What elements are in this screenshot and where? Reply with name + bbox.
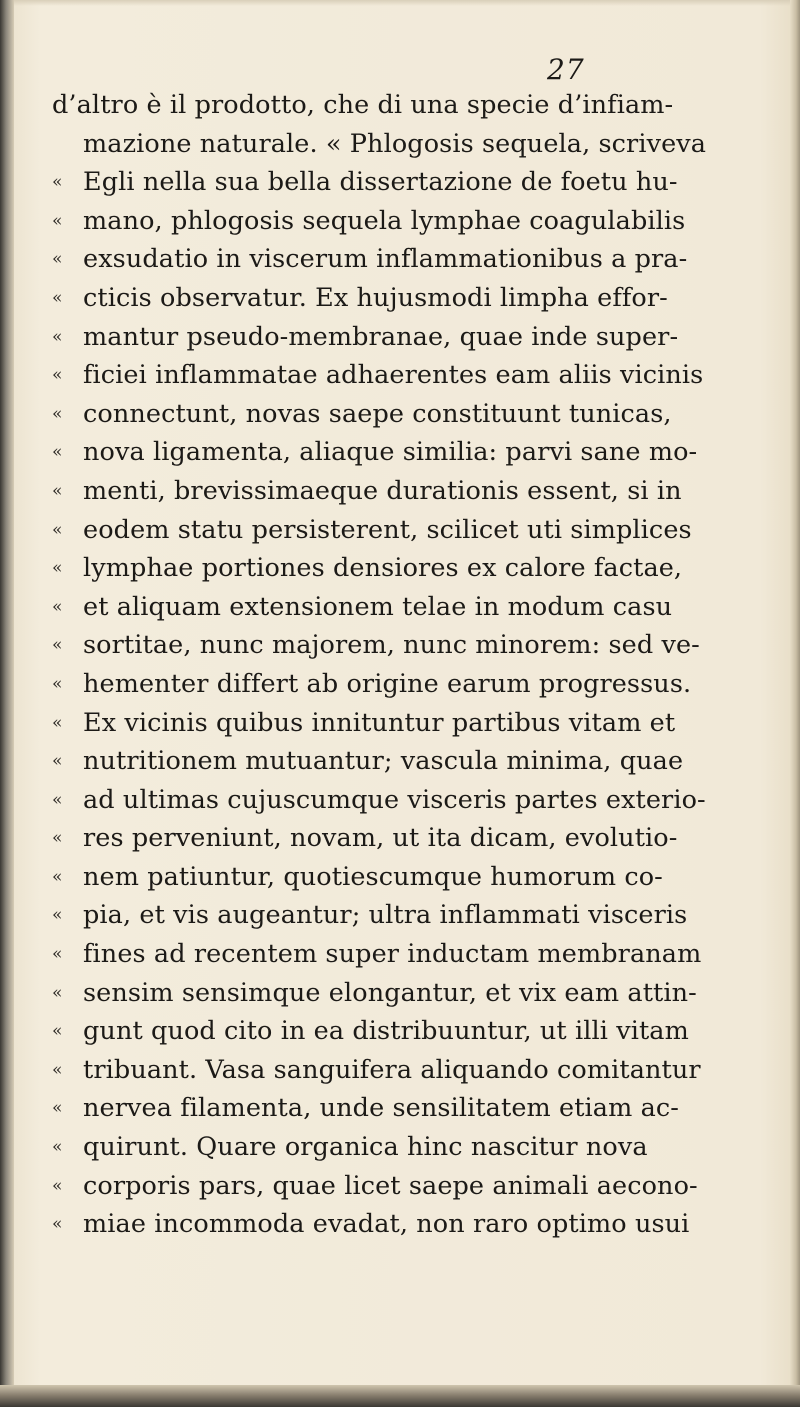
- quotation-mark: «: [52, 944, 63, 965]
- line-text: menti, brevissimaeque durationis essent, si in: [83, 475, 682, 506]
- text-line: [52, 742, 768, 781]
- text-line: [52, 665, 768, 704]
- text-line: [52, 1128, 768, 1167]
- quotation-mark: «: [52, 326, 63, 347]
- line-text: sensim sensimque elongantur, et vix eam attin-: [83, 977, 697, 1008]
- text-line: [52, 202, 768, 241]
- text-line: [52, 1012, 768, 1051]
- line-text: mazione naturale. « Phlogosis sequela, scriveva: [83, 128, 707, 159]
- line-text: d’altro è il prodotto, che di una specie d’infiam-: [52, 90, 674, 120]
- quotation-mark: «: [52, 172, 63, 193]
- quotation-mark: «: [52, 1098, 63, 1119]
- text-line: [52, 318, 768, 357]
- text-line: [52, 511, 768, 550]
- line-text: quirunt. Quare organica hinc nascitur nova: [83, 1132, 648, 1163]
- text-line: [52, 1167, 768, 1206]
- line-text: nutritionem mutuantur; vascula minima, quae: [83, 746, 684, 777]
- quotation-mark: «: [52, 828, 63, 849]
- line-text: eodem statu persisterent, scilicet uti simplices: [83, 514, 692, 545]
- page-bottom-edge: [0, 1385, 800, 1407]
- line-text: nervea filamenta, unde sensilitatem etiam ac-: [83, 1093, 679, 1124]
- text-line: [52, 1051, 768, 1090]
- page-gutter-shadow: [0, 0, 14, 1407]
- line-text: corporis pars, quae licet saepe animali aecono-: [83, 1170, 698, 1201]
- text-line: [52, 433, 768, 472]
- text-line: [52, 626, 768, 665]
- page-right-edge: [790, 0, 800, 1407]
- line-text: res perveniunt, novam, ut ita dicam, evolutio-: [83, 823, 678, 854]
- quotation-mark: «: [52, 712, 63, 733]
- quotation-mark: «: [52, 982, 63, 1003]
- line-text: lymphae portiones densiores ex calore factae,: [83, 553, 683, 584]
- text-line: [52, 781, 768, 820]
- quotation-mark: «: [52, 866, 63, 887]
- text-line: [52, 896, 768, 935]
- quotation-mark: «: [52, 442, 63, 463]
- line-text: ad ultimas cujuscumque visceris partes exterio-: [83, 784, 706, 815]
- line-text: Ex vicinis quibus innituntur partibus vitam et: [83, 707, 676, 738]
- line-text: mantur pseudo-membranae, quae inde super-: [83, 321, 679, 352]
- page-top-edge: [0, 0, 800, 6]
- text-line: [52, 549, 768, 588]
- text-line: [52, 356, 768, 395]
- quotation-mark: «: [52, 789, 63, 810]
- line-text: gunt quod cito in ea distribuuntur, ut illi vitam: [83, 1016, 689, 1047]
- line-text: hementer differt ab origine earum progressus.: [83, 668, 692, 699]
- text-line: [52, 935, 768, 974]
- text-line: [52, 588, 768, 627]
- quotation-mark: «: [52, 249, 63, 270]
- text-line: [52, 86, 768, 125]
- text-line: [52, 819, 768, 858]
- quotation-mark: «: [52, 1175, 63, 1196]
- text-line: [52, 974, 768, 1013]
- quotation-mark: «: [52, 905, 63, 926]
- quotation-mark: «: [52, 1059, 63, 1080]
- line-text: connectunt, novas saepe constituunt tunicas,: [83, 398, 672, 429]
- quotation-mark: «: [52, 403, 63, 424]
- text-line: [52, 858, 768, 897]
- text-line: [52, 472, 768, 511]
- line-text: pia, et vis augeantur; ultra inflammati visceris: [83, 900, 688, 931]
- page-number: 27: [547, 53, 585, 86]
- text-line: [52, 1089, 768, 1128]
- line-text: tribuant. Vasa sanguifera aliquando comitantur: [83, 1054, 701, 1085]
- body-text: [52, 86, 768, 1244]
- quotation-mark: «: [52, 558, 63, 579]
- line-text: nova ligamenta, aliaque similia: parvi sane mo-: [83, 437, 698, 468]
- quotation-mark: «: [52, 1214, 63, 1235]
- text-line: [52, 395, 768, 434]
- quotation-mark: «: [52, 1021, 63, 1042]
- quotation-mark: «: [52, 596, 63, 617]
- line-text: mano, phlogosis sequela lymphae coagulabilis: [83, 205, 686, 236]
- quotation-mark: «: [52, 751, 63, 772]
- text-line: [52, 704, 768, 743]
- line-text: et aliquam extensionem telae in modum casu: [83, 591, 673, 622]
- quotation-mark: «: [52, 210, 63, 231]
- quotation-mark: «: [52, 365, 63, 386]
- line-text: fines ad recentem super inductam membranam: [83, 939, 702, 970]
- line-text: sortitae, nunc majorem, nunc minorem: sed ve-: [83, 630, 700, 661]
- line-text: Egli nella sua bella dissertazione de foetu hu-: [83, 167, 678, 198]
- text-line: [52, 1205, 768, 1244]
- quotation-mark: «: [52, 480, 63, 501]
- quotation-mark: «: [52, 635, 63, 656]
- quotation-mark: «: [52, 673, 63, 694]
- quotation-mark: «: [52, 287, 63, 308]
- text-line: [52, 163, 768, 202]
- quotation-mark: «: [52, 1137, 63, 1158]
- line-text: exsudatio in viscerum inflammationibus a pra-: [83, 244, 688, 275]
- line-text: nem patiuntur, quotiescumque humorum co-: [83, 861, 663, 892]
- text-line: [52, 279, 768, 318]
- line-text: miae incommoda evadat, non raro optimo usui: [83, 1209, 690, 1240]
- line-text: ficiei inflammatae adhaerentes eam aliis vicinis: [83, 360, 704, 391]
- text-line: [52, 125, 768, 164]
- line-text: cticis observatur. Ex hujusmodi limpha effor-: [83, 282, 668, 313]
- quotation-mark: «: [52, 519, 63, 540]
- text-line: [52, 240, 768, 279]
